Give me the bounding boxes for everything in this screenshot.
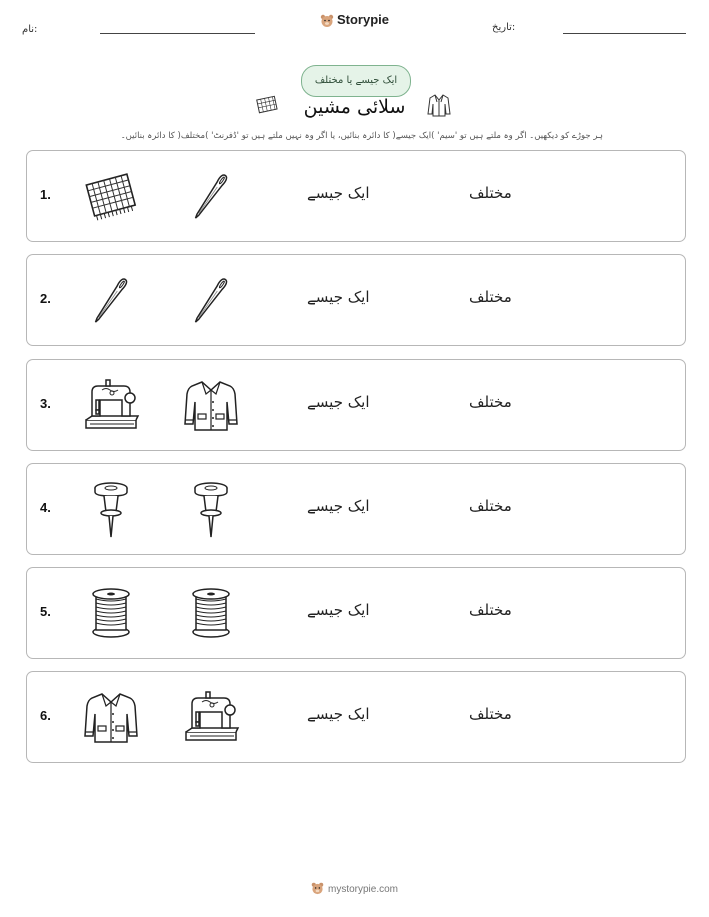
footer [0, 882, 709, 898]
question-row [26, 150, 686, 242]
needle-icon [182, 167, 240, 225]
option-same[interactable]: ایک جیسے [307, 288, 370, 306]
option-different[interactable]: مختلف [469, 288, 512, 306]
question-row [26, 567, 686, 659]
bear-logo-icon [320, 14, 334, 31]
question-row [26, 359, 686, 451]
jacket-icon [82, 688, 140, 746]
name-label: نام: [22, 24, 38, 35]
push-pin-icon [182, 480, 240, 538]
push-pin-icon [82, 480, 140, 538]
option-different[interactable]: مختلف [469, 497, 512, 515]
option-same[interactable]: ایک جیسے [307, 601, 370, 619]
question-row [26, 671, 686, 763]
worksheet-type-badge: ایک جیسے یا مختلف [301, 65, 411, 97]
bear-logo-icon [311, 882, 324, 898]
option-same[interactable]: ایک جیسے [307, 705, 370, 723]
jacket-icon [426, 92, 452, 118]
option-same[interactable]: ایک جیسے [307, 184, 370, 202]
option-same[interactable]: ایک جیسے [307, 393, 370, 411]
footer-url[interactable]: mystorypie.com [327, 884, 398, 895]
thread-spool-icon [82, 584, 140, 642]
thread-spool-icon [182, 584, 240, 642]
instructions-text: ہر جوڑے کو دیکھیں۔ اگر وہ ملتے ہیں تو 'سیم' )ایک جیسے( کا دائرہ بنائیں، یا اگر وہ نہیں ملتے ہیں تو 'ڈفرنٹ' )مختلف( کا دائرہ بنائیں۔ [120, 131, 603, 141]
jacket-icon [182, 376, 240, 434]
question-number: 2. [40, 291, 51, 306]
fabric-icon [82, 167, 140, 225]
brand-name: Storypie [336, 12, 389, 27]
needle-icon [82, 271, 140, 329]
brand-logo [0, 12, 709, 31]
question-number: 6. [40, 708, 51, 723]
question-number: 5. [40, 604, 51, 619]
date-line[interactable] [563, 33, 686, 34]
date-label: تاریخ: [492, 22, 516, 33]
question-number: 4. [40, 500, 51, 515]
question-number: 3. [40, 396, 51, 411]
question-number: 1. [40, 187, 51, 202]
needle-icon [182, 271, 240, 329]
option-different[interactable]: مختلف [469, 601, 512, 619]
option-different[interactable]: مختلف [469, 393, 512, 411]
question-row [26, 463, 686, 555]
worksheet-title: سلائی مشین [303, 96, 406, 118]
option-different[interactable]: مختلف [469, 705, 512, 723]
sewing-machine-icon [182, 688, 240, 746]
option-same[interactable]: ایک جیسے [307, 497, 370, 515]
sewing-machine-icon [82, 376, 140, 434]
name-line[interactable] [100, 33, 255, 34]
question-row [26, 254, 686, 346]
option-different[interactable]: مختلف [469, 184, 512, 202]
